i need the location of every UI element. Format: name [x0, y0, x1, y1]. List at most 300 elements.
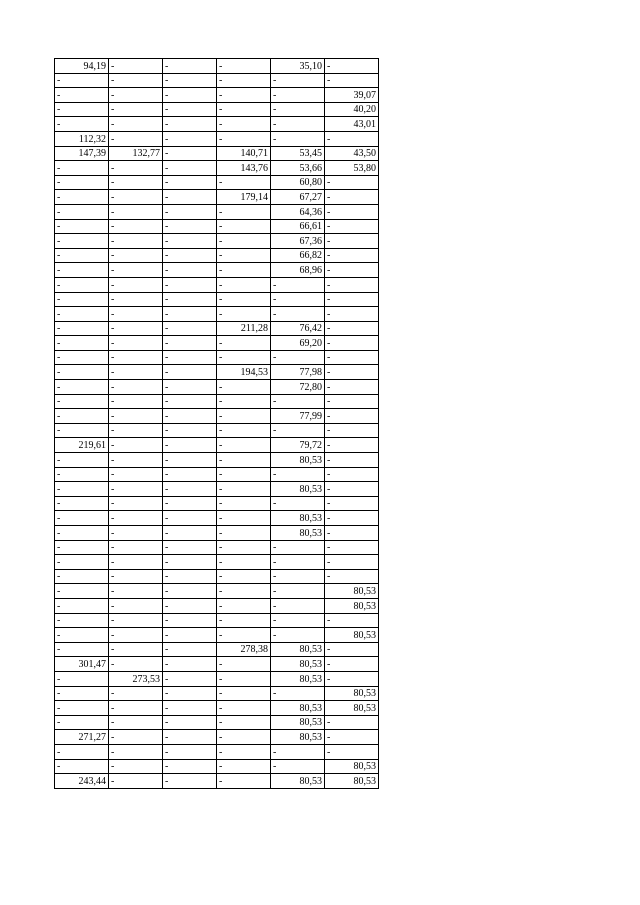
table-cell: -: [109, 131, 163, 146]
table-cell: -: [55, 161, 109, 176]
table-cell: -: [109, 248, 163, 263]
table-cell: -: [217, 409, 271, 424]
table-row: [55, 555, 379, 570]
table-cell: -: [325, 540, 379, 555]
table-cell: -: [325, 365, 379, 380]
table-cell: -: [163, 380, 217, 395]
table-cell: -: [325, 613, 379, 628]
table-cell: -: [109, 175, 163, 190]
table-cell: -: [163, 496, 217, 511]
table-cell: -: [163, 190, 217, 205]
table-cell: -: [271, 307, 325, 322]
table-cell: 53,66: [271, 161, 325, 176]
table-cell: -: [325, 555, 379, 570]
table-cell: -: [109, 774, 163, 789]
table-cell: -: [325, 204, 379, 219]
table-cell: 43,01: [325, 117, 379, 132]
table-cell: -: [163, 540, 217, 555]
table-cell: -: [217, 540, 271, 555]
table-cell: -: [325, 642, 379, 657]
table-cell: 80,53: [271, 701, 325, 716]
table-cell: 40,20: [325, 102, 379, 117]
table-cell: 80,53: [271, 511, 325, 526]
table-cell: 132,77: [109, 146, 163, 161]
table-cell: 80,53: [271, 482, 325, 497]
table-cell: -: [163, 453, 217, 468]
table-cell: -: [109, 686, 163, 701]
table-cell: -: [163, 438, 217, 453]
table-cell: -: [217, 102, 271, 117]
table-cell: -: [163, 131, 217, 146]
table-cell: -: [109, 613, 163, 628]
table-cell: 80,53: [325, 759, 379, 774]
table-cell: -: [109, 350, 163, 365]
table-cell: -: [163, 569, 217, 584]
table-cell: -: [55, 598, 109, 613]
table-cell: -: [217, 234, 271, 249]
table-row: [55, 642, 379, 657]
table-cell: -: [55, 540, 109, 555]
table-cell: -: [325, 657, 379, 672]
table-cell: -: [325, 73, 379, 88]
table-cell: -: [55, 365, 109, 380]
table-cell: -: [217, 248, 271, 263]
table-cell: -: [163, 642, 217, 657]
table-cell: -: [109, 73, 163, 88]
table-cell: -: [163, 671, 217, 686]
table-cell: -: [55, 292, 109, 307]
table-cell: -: [217, 628, 271, 643]
table-cell: -: [271, 598, 325, 613]
table-cell: -: [55, 204, 109, 219]
table-cell: 147,39: [55, 146, 109, 161]
table-row: [55, 744, 379, 759]
table-cell: 79,72: [271, 438, 325, 453]
table-cell: 68,96: [271, 263, 325, 278]
table-cell: -: [109, 482, 163, 497]
table-cell: -: [325, 438, 379, 453]
table-cell: 301,47: [55, 657, 109, 672]
table-cell: -: [271, 102, 325, 117]
table-cell: 60,80: [271, 175, 325, 190]
table-cell: -: [271, 117, 325, 132]
table-row: [55, 175, 379, 190]
table-cell: -: [217, 59, 271, 74]
table-cell: -: [109, 102, 163, 117]
table-cell: -: [163, 117, 217, 132]
table-cell: -: [217, 307, 271, 322]
table-cell: -: [163, 715, 217, 730]
table-cell: -: [217, 336, 271, 351]
table-cell: -: [55, 759, 109, 774]
table-cell: -: [163, 175, 217, 190]
table-cell: -: [55, 234, 109, 249]
table-cell: -: [55, 336, 109, 351]
table-cell: -: [109, 730, 163, 745]
table-row: [55, 526, 379, 541]
table-cell: -: [217, 613, 271, 628]
table-cell: -: [217, 204, 271, 219]
table-row: [55, 73, 379, 88]
table-cell: -: [217, 88, 271, 103]
table-cell: -: [163, 204, 217, 219]
table-cell: -: [163, 336, 217, 351]
table-cell: -: [55, 496, 109, 511]
table-row: [55, 219, 379, 234]
table-cell: -: [163, 73, 217, 88]
table-cell: -: [325, 526, 379, 541]
table-cell: -: [55, 671, 109, 686]
table-cell: -: [325, 336, 379, 351]
table-cell: -: [55, 569, 109, 584]
table-cell: -: [55, 423, 109, 438]
table-cell: -: [163, 598, 217, 613]
table-cell: -: [271, 613, 325, 628]
table-cell: 67,36: [271, 234, 325, 249]
table-cell: -: [109, 380, 163, 395]
table-cell: -: [163, 394, 217, 409]
table-cell: 80,53: [325, 598, 379, 613]
table-cell: -: [217, 438, 271, 453]
table-cell: 194,53: [217, 365, 271, 380]
table-row: [55, 234, 379, 249]
table-cell: -: [109, 161, 163, 176]
table-row: [55, 438, 379, 453]
table-cell: -: [217, 701, 271, 716]
table-cell: -: [325, 511, 379, 526]
table-cell: 80,53: [271, 715, 325, 730]
table-cell: -: [325, 292, 379, 307]
table-cell: -: [325, 496, 379, 511]
table-cell: -: [217, 759, 271, 774]
table-cell: -: [163, 613, 217, 628]
table-cell: -: [325, 380, 379, 395]
table-cell: -: [325, 482, 379, 497]
table-cell: -: [217, 526, 271, 541]
table-row: [55, 263, 379, 278]
table-cell: -: [163, 292, 217, 307]
table-cell: -: [163, 482, 217, 497]
table-cell: -: [109, 277, 163, 292]
table-cell: -: [271, 584, 325, 599]
table-cell: -: [55, 715, 109, 730]
table-cell: -: [109, 409, 163, 424]
table-cell: 80,53: [325, 774, 379, 789]
table-cell: -: [163, 584, 217, 599]
table-cell: -: [55, 219, 109, 234]
table-cell: -: [109, 438, 163, 453]
table-row: [55, 774, 379, 789]
table-cell: -: [55, 248, 109, 263]
table-cell: -: [109, 453, 163, 468]
table-cell: -: [109, 263, 163, 278]
table-cell: -: [163, 409, 217, 424]
table-cell: -: [271, 540, 325, 555]
table-cell: -: [325, 59, 379, 74]
table-cell: -: [271, 744, 325, 759]
table-cell: -: [55, 350, 109, 365]
table-cell: -: [55, 190, 109, 205]
table-cell: -: [55, 117, 109, 132]
table-cell: -: [109, 117, 163, 132]
table-row: [55, 671, 379, 686]
table-cell: -: [55, 175, 109, 190]
table-cell: -: [109, 365, 163, 380]
table-cell: -: [325, 219, 379, 234]
table-cell: -: [55, 526, 109, 541]
table-cell: -: [163, 321, 217, 336]
table-cell: -: [109, 569, 163, 584]
table-cell: -: [325, 730, 379, 745]
table-cell: -: [109, 467, 163, 482]
table-cell: -: [163, 161, 217, 176]
table-cell: -: [217, 671, 271, 686]
table-cell: -: [325, 394, 379, 409]
table-cell: -: [163, 467, 217, 482]
table-cell: -: [163, 555, 217, 570]
table-cell: -: [163, 219, 217, 234]
table-cell: -: [55, 73, 109, 88]
table-cell: -: [217, 350, 271, 365]
table-cell: -: [325, 467, 379, 482]
table-cell: -: [109, 59, 163, 74]
table-cell: -: [55, 584, 109, 599]
table-cell: 69,20: [271, 336, 325, 351]
table-row: [55, 394, 379, 409]
table-cell: -: [271, 292, 325, 307]
table-cell: 243,44: [55, 774, 109, 789]
table-row: [55, 598, 379, 613]
table-row: [55, 423, 379, 438]
table-cell: 278,38: [217, 642, 271, 657]
table-cell: -: [55, 701, 109, 716]
table-row: [55, 482, 379, 497]
table-cell: 43,50: [325, 146, 379, 161]
table-cell: 140,71: [217, 146, 271, 161]
table-cell: -: [325, 321, 379, 336]
table-row: [55, 628, 379, 643]
table-cell: -: [217, 292, 271, 307]
table-cell: -: [217, 453, 271, 468]
table-cell: -: [55, 277, 109, 292]
table-cell: 76,42: [271, 321, 325, 336]
table-cell: -: [55, 453, 109, 468]
table-row: [55, 131, 379, 146]
table-cell: -: [217, 774, 271, 789]
table-cell: -: [271, 277, 325, 292]
table-cell: 273,53: [109, 671, 163, 686]
table-cell: -: [163, 511, 217, 526]
table-cell: -: [271, 467, 325, 482]
table-cell: -: [325, 248, 379, 263]
table-cell: 112,32: [55, 131, 109, 146]
table-cell: -: [109, 336, 163, 351]
table-cell: -: [109, 190, 163, 205]
table-cell: -: [55, 511, 109, 526]
table-row: [55, 102, 379, 117]
table-cell: 80,53: [271, 453, 325, 468]
table-cell: -: [163, 102, 217, 117]
table-row: [55, 569, 379, 584]
table-cell: -: [217, 380, 271, 395]
table-cell: -: [163, 526, 217, 541]
table-cell: -: [55, 88, 109, 103]
table-cell: 35,10: [271, 59, 325, 74]
table-cell: -: [163, 701, 217, 716]
table-cell: -: [217, 175, 271, 190]
table-cell: -: [55, 642, 109, 657]
table-cell: -: [55, 467, 109, 482]
table-cell: -: [109, 759, 163, 774]
table-cell: 72,80: [271, 380, 325, 395]
table-cell: -: [217, 744, 271, 759]
table-row: [55, 365, 379, 380]
table-cell: -: [217, 496, 271, 511]
table-cell: 80,53: [325, 686, 379, 701]
table-cell: -: [325, 715, 379, 730]
table-cell: -: [217, 730, 271, 745]
table-cell: -: [325, 234, 379, 249]
table-cell: -: [163, 774, 217, 789]
table-cell: -: [271, 73, 325, 88]
table-cell: 271,27: [55, 730, 109, 745]
table-row: [55, 496, 379, 511]
table-cell: -: [217, 277, 271, 292]
table-cell: -: [163, 234, 217, 249]
table-cell: 66,61: [271, 219, 325, 234]
table-cell: 80,53: [325, 628, 379, 643]
table-cell: -: [55, 613, 109, 628]
table-cell: -: [163, 263, 217, 278]
table-cell: -: [271, 131, 325, 146]
table-cell: -: [55, 380, 109, 395]
table-cell: -: [271, 350, 325, 365]
table-cell: -: [109, 88, 163, 103]
table-row: [55, 759, 379, 774]
table-cell: -: [109, 598, 163, 613]
table-cell: -: [325, 569, 379, 584]
table-cell: -: [163, 423, 217, 438]
table-cell: -: [163, 686, 217, 701]
table-cell: 80,53: [271, 671, 325, 686]
table-row: [55, 350, 379, 365]
table-row: [55, 584, 379, 599]
table-row: [55, 248, 379, 263]
table-cell: -: [217, 423, 271, 438]
table-row: [55, 380, 379, 395]
table-cell: -: [217, 482, 271, 497]
table-row: [55, 204, 379, 219]
table-cell: -: [325, 263, 379, 278]
table-cell: -: [55, 321, 109, 336]
table-row: [55, 467, 379, 482]
table-cell: 77,98: [271, 365, 325, 380]
table-cell: 67,27: [271, 190, 325, 205]
table-cell: -: [163, 59, 217, 74]
table-row: [55, 540, 379, 555]
table-cell: -: [163, 277, 217, 292]
table-cell: -: [163, 730, 217, 745]
table-cell: -: [109, 584, 163, 599]
table-row: [55, 88, 379, 103]
table-row: [55, 292, 379, 307]
table-cell: -: [217, 263, 271, 278]
table-cell: -: [325, 131, 379, 146]
table-cell: -: [109, 496, 163, 511]
table-cell: -: [55, 686, 109, 701]
table-cell: 80,53: [271, 642, 325, 657]
table-cell: -: [109, 321, 163, 336]
data-table-body: [55, 59, 379, 789]
table-cell: 80,53: [271, 774, 325, 789]
table-cell: 179,14: [217, 190, 271, 205]
table-cell: -: [271, 88, 325, 103]
table-cell: -: [55, 555, 109, 570]
table-cell: -: [109, 642, 163, 657]
table-cell: -: [325, 175, 379, 190]
table-cell: -: [217, 584, 271, 599]
table-cell: -: [271, 759, 325, 774]
table-cell: -: [109, 526, 163, 541]
table-cell: -: [55, 307, 109, 322]
table-cell: -: [163, 744, 217, 759]
table-cell: -: [109, 701, 163, 716]
table-cell: -: [271, 394, 325, 409]
table-cell: 80,53: [325, 701, 379, 716]
table-cell: 64,36: [271, 204, 325, 219]
table-cell: -: [271, 628, 325, 643]
table-cell: 39,07: [325, 88, 379, 103]
table-cell: 143,76: [217, 161, 271, 176]
table-row: [55, 730, 379, 745]
table-cell: -: [109, 555, 163, 570]
table-cell: -: [217, 511, 271, 526]
table-cell: -: [55, 394, 109, 409]
table-cell: -: [271, 686, 325, 701]
table-cell: 80,53: [271, 526, 325, 541]
table-cell: -: [217, 467, 271, 482]
table-cell: 53,45: [271, 146, 325, 161]
table-cell: 94,19: [55, 59, 109, 74]
table-row: [55, 511, 379, 526]
table-row: [55, 307, 379, 322]
table-cell: 80,53: [271, 657, 325, 672]
table-cell: 77,99: [271, 409, 325, 424]
table-cell: -: [109, 423, 163, 438]
table-cell: -: [109, 628, 163, 643]
table-cell: 211,28: [217, 321, 271, 336]
table-cell: -: [325, 423, 379, 438]
table-cell: -: [109, 394, 163, 409]
table-cell: -: [271, 569, 325, 584]
table-cell: -: [271, 423, 325, 438]
table-cell: -: [163, 350, 217, 365]
table-cell: -: [325, 350, 379, 365]
table-cell: -: [325, 307, 379, 322]
table-cell: -: [55, 102, 109, 117]
table-cell: -: [109, 219, 163, 234]
table-cell: -: [217, 73, 271, 88]
table-cell: -: [163, 307, 217, 322]
table-row: [55, 190, 379, 205]
table-cell: 219,61: [55, 438, 109, 453]
table-cell: 80,53: [325, 584, 379, 599]
table-cell: -: [163, 657, 217, 672]
table-cell: -: [109, 204, 163, 219]
table-row: [55, 277, 379, 292]
table-cell: -: [163, 759, 217, 774]
table-cell: -: [55, 628, 109, 643]
